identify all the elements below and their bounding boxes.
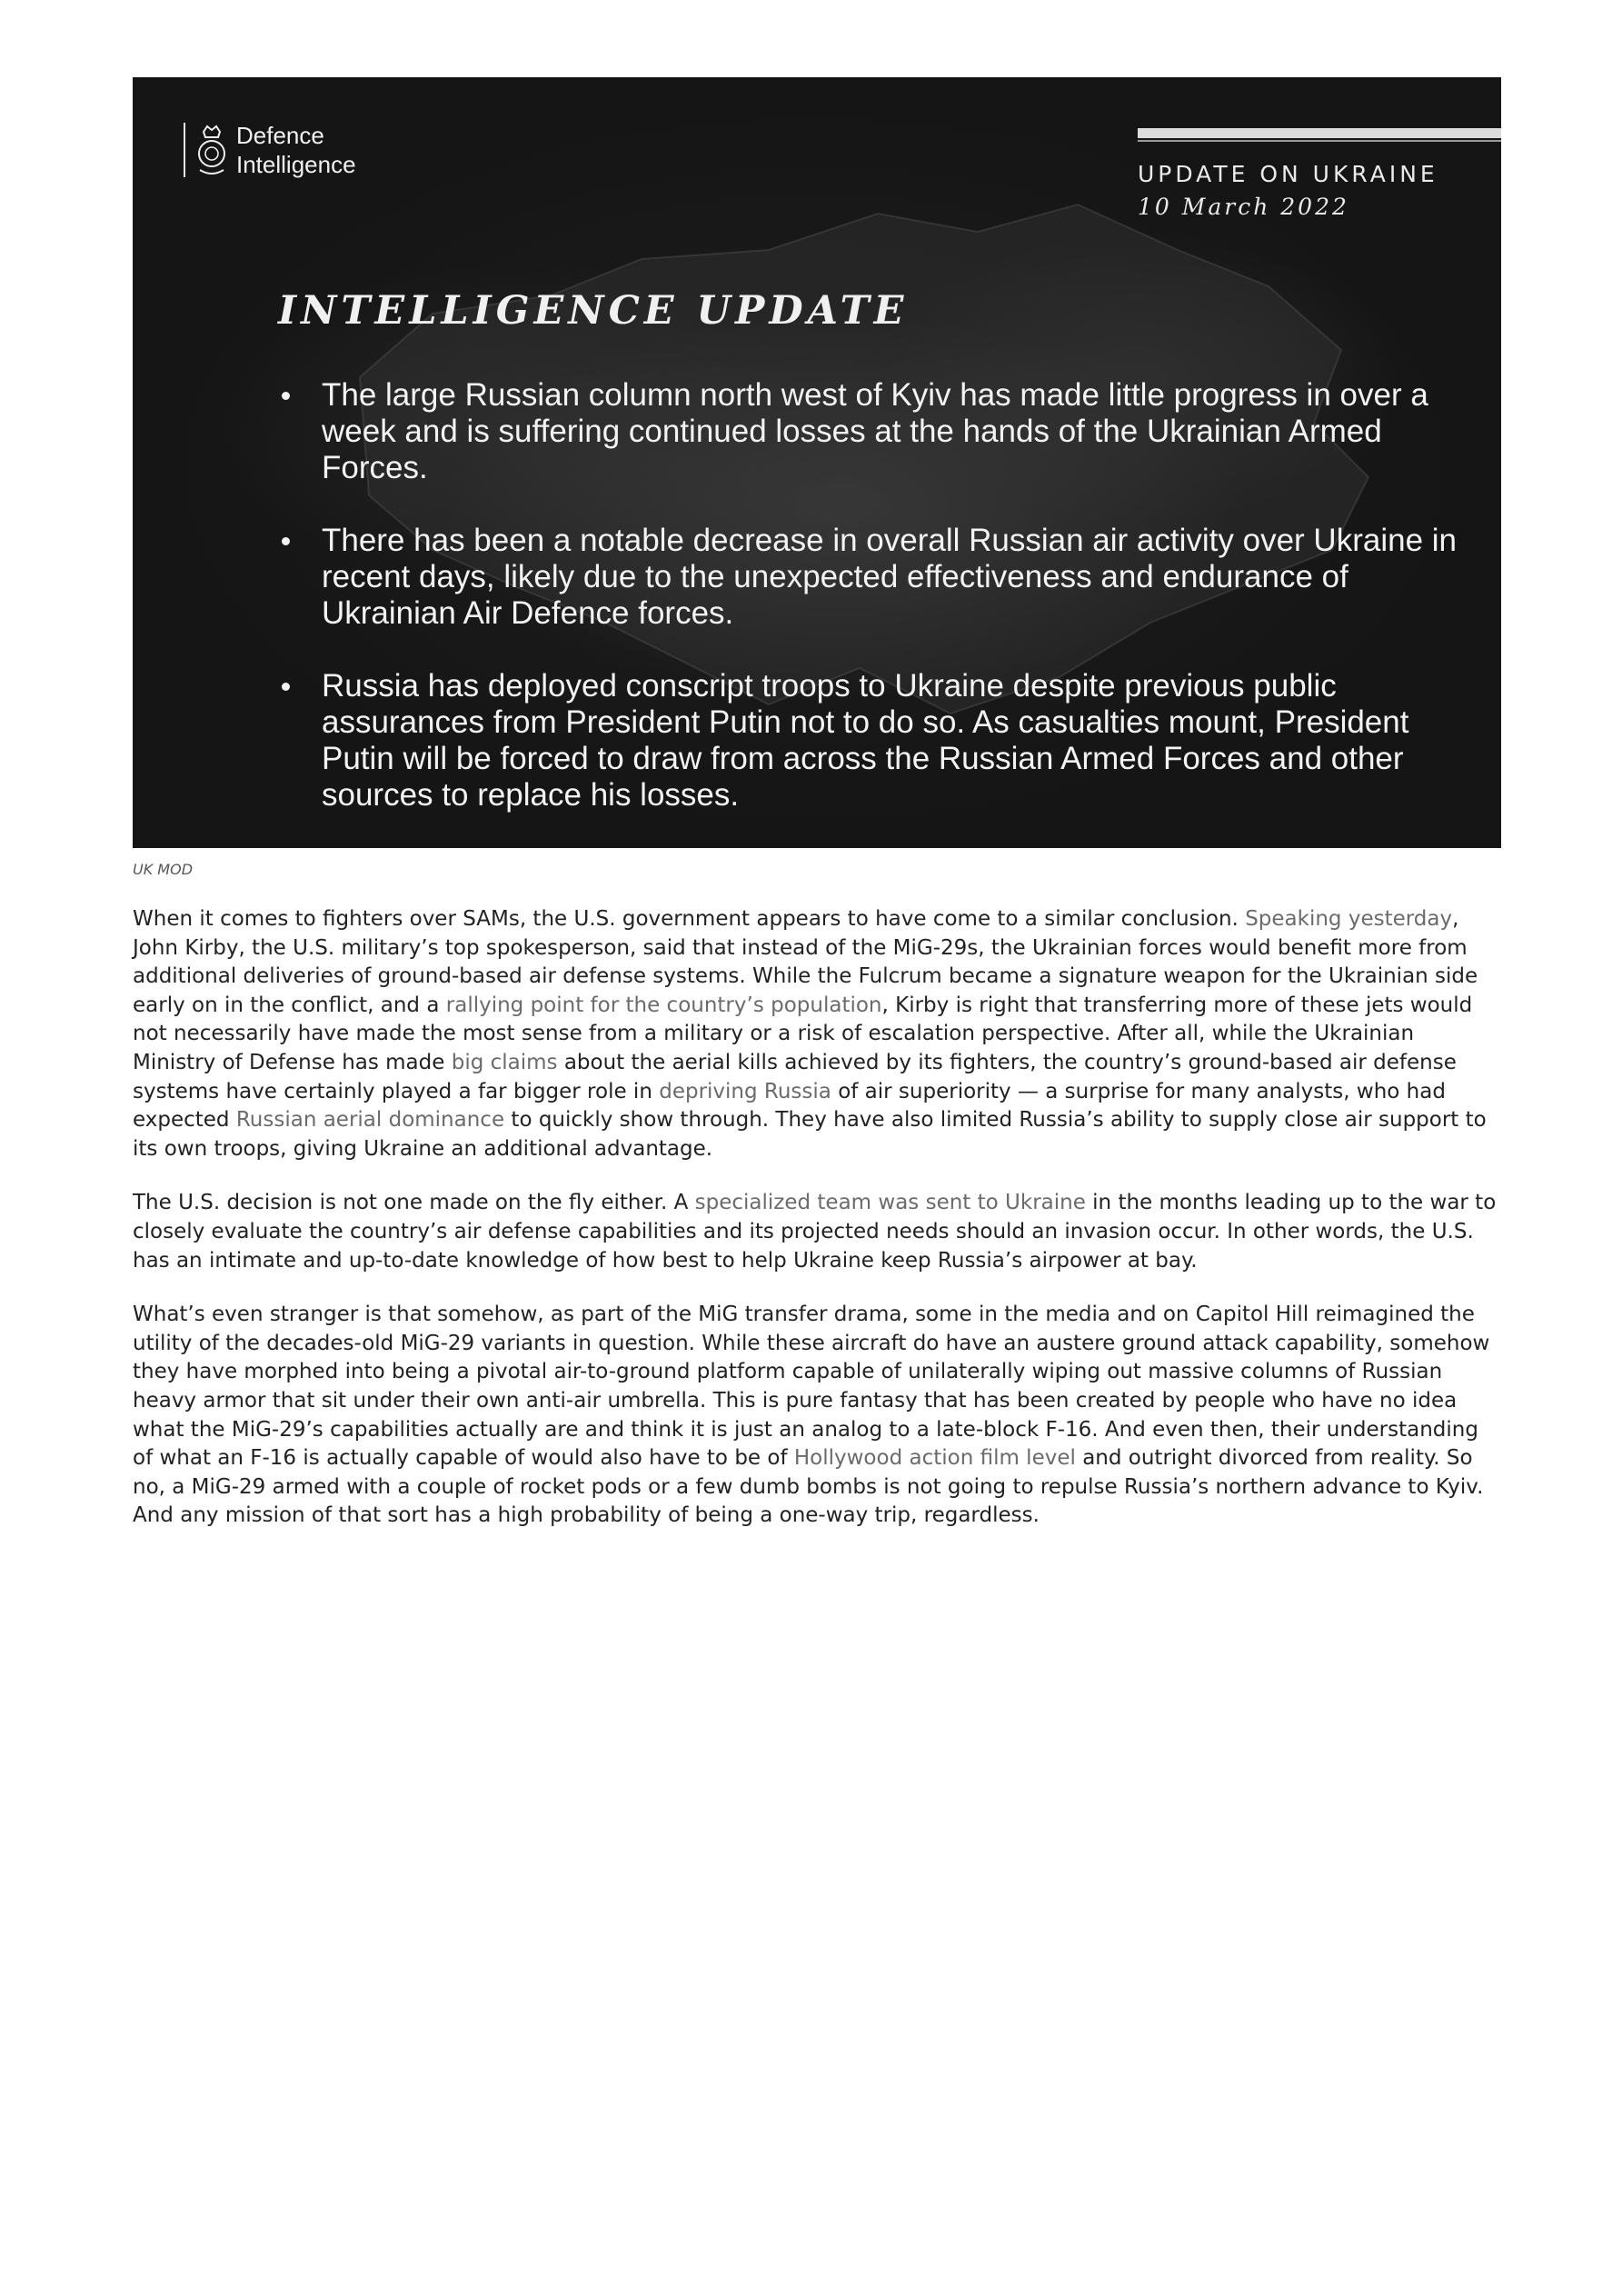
crest-icon	[194, 125, 229, 175]
logo-line-1: Defence	[236, 122, 324, 149]
bullet-item: There has been a notable decrease in overall Russian air activity over Ukraine in recent days, likely due to the unexpected effectiveness and endurance of Ukrainian Air Defence forces.	[278, 523, 1459, 632]
intelligence-heading: INTELLIGENCE UPDATE	[278, 288, 909, 334]
logo-line-2: Intelligence	[236, 151, 356, 178]
text: What’s even stranger is that somehow, as part of the MiG transfer drama, some in the media and on Capitol Hill reimagined the utility of the decades-old MiG-29 variants in question. While these aircraft do have an austere ground attack capability, somehow they have morphed into being a pivotal air-to-ground platform capable of unilaterally wiping out massive columns of Russian heavy armor that sit under their own anti-air umbrella. This is pure fantasy that has been created by people who have no idea what the MiG-29’s capabilities actually are and think it is just an analog to a late-block F-16. And even then, their understanding of what an F-16 is actually capable of would also have to be of	[133, 1303, 1490, 1471]
image-caption: UK MOD	[133, 861, 194, 878]
text: in the months leading up to the war to closely evaluate the country’s air defense capabilities and its projected needs should an invasion occur. In other words, the U.S. has an intimate and up-to-date knowledge of how best to help Ukraine keep Russia’s airpower at bay.	[133, 1191, 1497, 1273]
link-speaking-yesterday[interactable]: Speaking yesterday	[1245, 907, 1453, 931]
text: and outright divorced from reality. So no, a MiG-29 armed with a couple of rocket pods or a few dumb bombs is not going to repulse Russia’s northern advance to Kyiv. And any mission of that sort has a high probability of being a one-way trip, regardless.	[133, 1446, 1484, 1528]
logo-divider	[184, 123, 185, 177]
text: to quickly show through. They have also limited Russia’s ability to supply close air support to its own troops, giving Ukraine an additional advantage.	[133, 1108, 1487, 1161]
text: , Kirby is right that transferring more of these jets would not necessarily have made the most sense from a military or a risk of escalation perspective. After all, while the Ukrainian Ministry of Defense has made	[133, 993, 1473, 1074]
intelligence-update-image	[133, 77, 1501, 848]
bullet-list	[278, 377, 1459, 848]
header-bar-thin	[1138, 140, 1501, 142]
article-body	[133, 905, 1501, 1556]
header-bar	[1138, 128, 1501, 138]
link-rallying-point[interactable]: rallying point for the country’s population	[445, 993, 882, 1017]
text: about the aerial kills achieved by its fighters, the country’s ground-based air defense systems have certainly played a far bigger role in	[133, 1050, 1457, 1103]
bullet-item: Russia has deployed conscript troops to Ukraine despite previous public assurances from President Putin not to do so. As casualties mount, President Putin will be forced to draw from across the Russian Armed Forces and other sources to replace his losses.	[278, 668, 1459, 814]
article-paragraph-1	[133, 905, 1501, 1163]
update-date: 10 March 2022	[1138, 194, 1349, 220]
article-paragraph-2	[133, 1189, 1501, 1275]
article-paragraph-3	[133, 1301, 1501, 1531]
link-russian-aerial-dominance[interactable]: Russian aerial dominance	[235, 1108, 505, 1133]
link-depriving-russia[interactable]: depriving Russia	[659, 1079, 831, 1103]
text: of air superiority — a surprise for many analysts, who had expected	[133, 1079, 1446, 1133]
text: , John Kirby, the U.S. military’s top spokesperson, said that instead of the MiG-29s, the Ukrainian forces would benefit more from additional deliveries of ground-based air defense systems. While the Fulcrum became a signature weapon for the Ukrainian side early on in the conflict, and a	[133, 907, 1478, 1017]
update-title: UPDATE ON UKRAINE	[1138, 161, 1438, 187]
defence-intelligence-logo	[184, 121, 393, 185]
link-specialized-team[interactable]: specialized team was sent to Ukraine	[694, 1191, 1086, 1215]
logo-text	[236, 121, 356, 179]
bullet-item: The large Russian column north west of Kyiv has made little progress in over a week and is suffering continued losses at the hands of the Ukrainian Armed Forces.	[278, 377, 1459, 486]
text: When it comes to fighters over SAMs, the U.S. government appears to have come to a similar conclusion.	[133, 907, 1246, 931]
link-big-claims[interactable]: big claims	[451, 1050, 558, 1074]
text: The U.S. decision is not one made on the fly either. A	[133, 1191, 695, 1215]
link-hollywood-action-film-level[interactable]: Hollywood action film level	[793, 1446, 1076, 1471]
